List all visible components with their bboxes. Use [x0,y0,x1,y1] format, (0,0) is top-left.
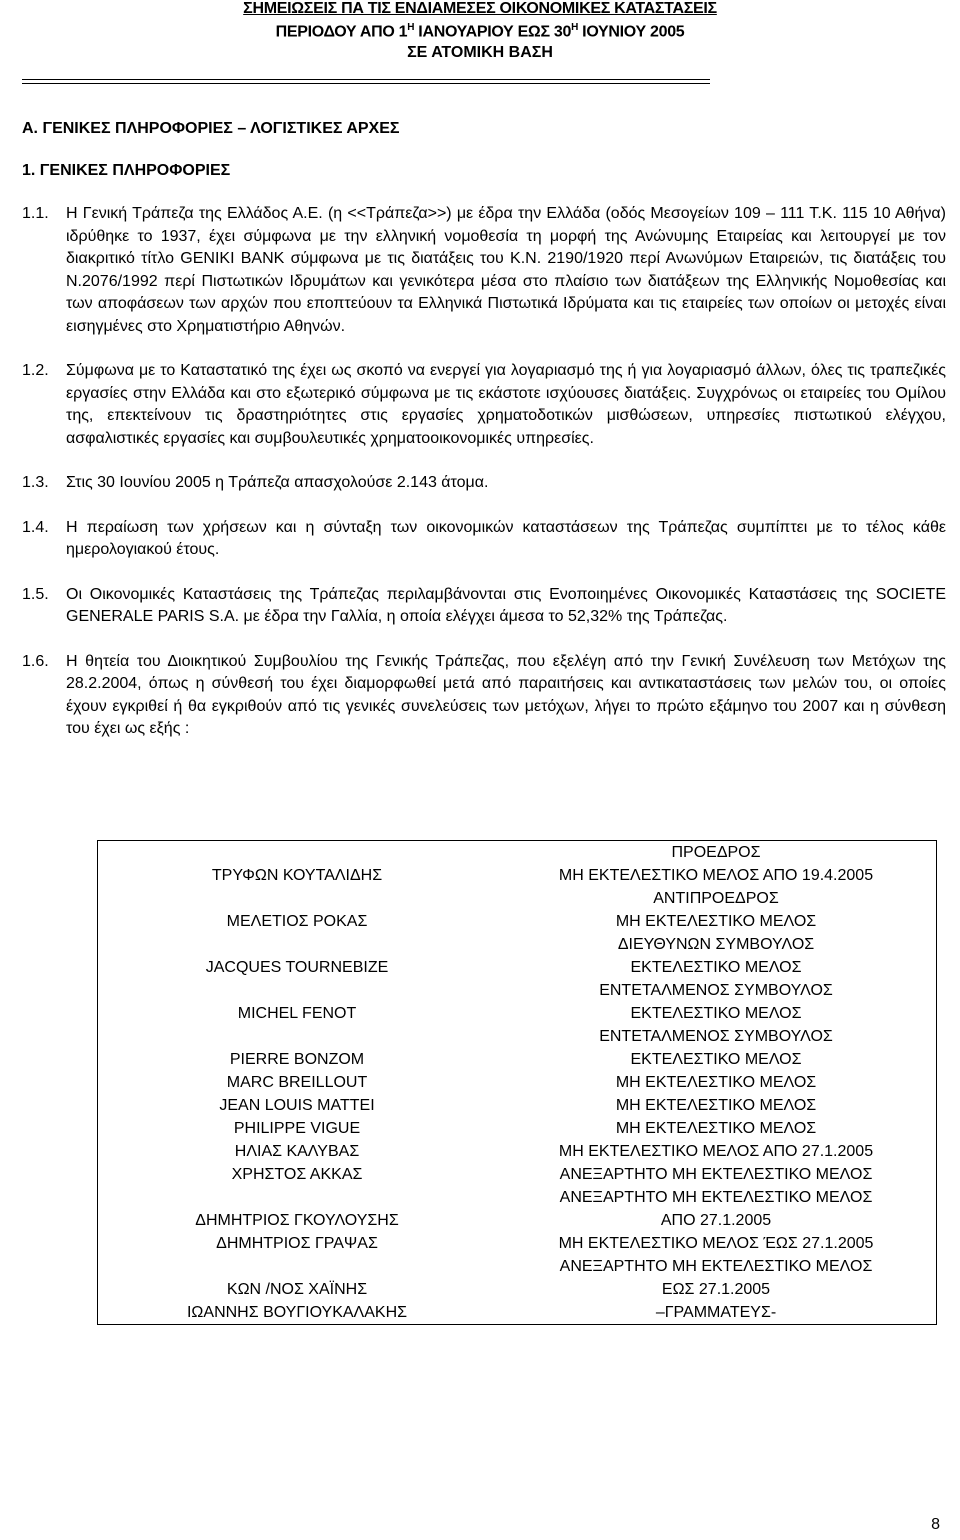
member-role-line-2: ΕΚΤΕΛΕΣΤΙΚΟ ΜΕΛΟΣ [630,1051,802,1068]
member-name: ΔΗΜΗΤΡΙΟΣ ΓΡΑΨΑΣ [216,1235,378,1252]
member-role [496,1071,937,1094]
member-role [496,887,937,933]
paragraph [22,584,946,629]
member-role-line-2: –ΓΡΑΜΜΑΤΕΥΣ- [655,1304,777,1321]
member-name: ΔΗΜΗΤΡΙΟΣ ΓΚΟΥΛΟΥΣΗΣ [195,1212,399,1229]
member-role-line-2: ΜΗ ΕΚΤΕΛΕΣΤΙΚΟ ΜΕΛΟΣ ΑΠΟ 27.1.2005 [558,1143,874,1160]
member-role-line-2: ΜΗ ΕΚΤΕΛΕΣΤΙΚΟ ΜΕΛΟΣ [615,1074,817,1091]
member-name: ΧΡΗΣΤΟΣ ΑΚΚΑΣ [231,1166,363,1183]
board-member-row [98,1140,937,1163]
member-role-line-1: ΑΝΕΞΑΡΤΗΤΟ ΜΗ ΕΚΤΕΛΕΣΤΙΚΟ ΜΕΛΟΣ [559,1189,873,1206]
paragraph-number: 1.2. [22,362,49,379]
member-role-line-1: ΑΝΤΙΠΡΟΕΔΡΟΣ [653,890,779,907]
member-name: ΗΛΙΑΣ ΚΑΛΥΒΑΣ [234,1143,360,1160]
member-role-line-2: ΑΠΟ 27.1.2005 [660,1212,772,1229]
member-role-line-2: ΕΚΤΕΛΕΣΤΙΚΟ ΜΕΛΟΣ [630,959,802,976]
member-role-line-2: ΜΗ ΕΚΤΕΛΕΣΤΙΚΟ ΜΕΛΟΣ [615,1097,817,1114]
section-heading-1: 1. ΓΕΝΙΚΕΣ ΠΛΗΡΟΦΟΡΙΕΣ [22,162,231,179]
paragraph-number: 1.6. [22,652,49,670]
member-role-line-1: ΕΝΤΕΤΑΛΜΕΝΟΣ ΣΥΜΒΟΥΛΟΣ [599,982,833,999]
member-role-line-2: ΑΝΕΞΑΡΤΗΤΟ ΜΗ ΕΚΤΕΛΕΣΤΙΚΟ ΜΕΛΟΣ [559,1166,873,1183]
member-role-line-2: ΕΚΤΕΛΕΣΤΙΚΟ ΜΕΛΟΣ [630,1005,802,1022]
board-member-row [98,1255,937,1301]
board-member-row [98,933,937,979]
member-name: PIERRE BONZOM [229,1051,365,1068]
member-name: ΚΩΝ /ΝΟΣ ΧΑΪΝΗΣ [226,1281,368,1298]
board-member-row [98,887,937,933]
header-basis: ΣΕ ΑΤΟΜΙΚΗ ΒΑΣΗ [407,44,553,62]
member-role [496,1025,937,1071]
paragraph-number: 1.1. [22,205,49,222]
member-name: PHILIPPE VIGUE [233,1120,361,1137]
member-role [496,1301,937,1325]
member-role-line-2: ΕΩΣ 27.1.2005 [661,1281,771,1298]
member-role-line-2: ΜΗ ΕΚΤΕΛΕΣΤΙΚΟ ΜΕΛΟΣ ΈΩΣ 27.1.2005 [558,1235,874,1252]
member-role-line-1: ΔΙΕΥΘΥΝΩΝ ΣΥΜΒΟΥΛΟΣ [617,936,815,953]
paragraph-text: Η θητεία του Διοικητικού Συμβουλίου της Γενικής Τράπεζας, που εξελέγη από την Γενική Συνέλευση των Μετόχων της 28.2.2004, όπως η σύνθεσή του έχει διαμορφωθεί μετά από παραιτήσεις και αντικαταστάσεις των μελών του, οι οποίες έχουν εγκριθεί ή θα εγκριθούν από τις γενικές συνελεύσεις των μετόχων, λήγει το πρώτο εξάμηνο του 2007 και η σύνθεση του έχει ως εξής : [66,652,946,737]
board-member-row [98,1232,937,1255]
document-body [22,118,946,741]
board-member-row [98,1094,937,1117]
board-member-row [98,1186,937,1232]
member-role [496,1232,937,1255]
member-name: JACQUES TOURNEBIZE [205,959,389,976]
member-name: ΜΕΛΕΤΙΟΣ ΡΟΚΑΣ [226,913,368,930]
member-name: ΙΩΑΝΝΗΣ ΒΟΥΓΙΟΥΚΑΛΑΚΗΣ [186,1304,408,1321]
member-role-line-2: ΜΗ ΕΚΤΕΛΕΣΤΙΚΟ ΜΕΛΟΣ ΑΠΟ 19.4.2005 [558,867,874,884]
member-role [496,1186,937,1232]
header-rule-bottom [22,83,710,84]
paragraph [22,360,946,450]
header-title: ΣΗΜΕΙΩΣΕΙΣ ΠΑ ΤΙΣ ΕΝΔΙΑΜΕΣΕΣ ΟΙΚΟΝΟΜΙΚΕΣ ΚΑΤΑΣΤΑΣΕΙΣ [243,0,717,17]
member-name: MICHEL FENOT [237,1005,357,1022]
member-role [496,841,937,888]
member-role [496,1255,937,1301]
member-role [496,979,937,1025]
member-role-line-1: ΕΝΤΕΤΑΛΜΕΝΟΣ ΣΥΜΒΟΥΛΟΣ [599,1028,833,1045]
header-rule-top [22,79,710,80]
board-member-row [98,841,937,888]
paragraph-text: Σύμφωνα με το Καταστατικό της έχει ως σκοπό να ενεργεί για λογαριασμό της ή για λογαριασμό άλλων, όλες τις τραπεζικές εργασίες στην Ελλάδα και στο εξωτερικό σύμφωνα με τις εκάστοτε ισχύουσες διατάξεις. Συγχρόνως οι εταιρείες του Ομίλου της, επεκτείνουν τις δραστηριότητες στις εργασίες χρηματοδοτικών μισθώσεων, υπηρεσίες πιστωτικού ελέγχου, ασφαλιστικές εργασίες και συμβουλευτικές χρηματοοικονομικές υπηρεσίες. [66,362,946,447]
board-member-row [98,1071,937,1094]
board-of-directors-table [97,840,937,1325]
page-number: 8 [931,1516,940,1533]
member-role [496,1094,937,1117]
paragraph [22,517,946,562]
board-member-row [98,1301,937,1325]
member-role-line-2: ΜΗ ΕΚΤΕΛΕΣΤΙΚΟ ΜΕΛΟΣ [615,913,817,930]
member-role-line-2: ΜΗ ΕΚΤΕΛΕΣΤΙΚΟ ΜΕΛΟΣ [615,1120,817,1137]
member-role [496,1117,937,1140]
paragraph [22,651,946,741]
board-member-row [98,1117,937,1140]
member-role [496,1140,937,1163]
member-name: JEAN LOUIS MATTEI [219,1097,375,1114]
paragraph-number: 1.3. [22,474,49,491]
header-period: ΠΕΡΙΟΔΟΥ ΑΠΟ $1^H$ ΙΑΝΟΥΑΡΙΟΥ ΕΩΣ $30^H$ ΙΟΥΝΙΟΥ 2005 [275,22,685,41]
paragraph-text: Οι Οικονομικές Καταστάσεις της Τράπεζας περιλαμβάνονται στις Ενοποιημένες Οικονομικές Καταστάσεις της SOCIETE GENERALE PARIS S.A. με έδρα την Γαλλία, η οποία ελέγχει άμεσα το 52,32% της Τράπεζας. [66,585,946,625]
paragraph [22,203,946,338]
member-name: ΤΡΥΦΩΝ ΚΟΥΤΑΛΙΔΗΣ [211,867,383,884]
member-role [496,933,937,979]
member-name: MARC BREILLOUT [226,1074,368,1091]
document-header [200,0,760,64]
paragraph-text: Η περαίωση των χρήσεων και η σύνταξη των οικονομικών καταστάσεων της Τράπεζας συμπίπτει με το τέλος κάθε ημερολογιακού έτους. [66,518,946,558]
section-heading-a: Α. ΓΕΝΙΚΕΣ ΠΛΗΡΟΦΟΡΙΕΣ – ΛΟΓΙΣΤΙΚΕΣ ΑΡΧΕΣ [22,120,400,137]
paragraph-number: 1.5. [22,585,49,603]
paragraph-text: Στις 30 Ιουνίου 2005 η Τράπεζα απασχολούσε 2.143 άτομα. [66,474,489,491]
board-member-row [98,1163,937,1186]
paragraph-text: Η Γενική Τράπεζα της Ελλάδος Α.Ε. (η <<Τράπεζα>>) με έδρα την Ελλάδα (οδός Μεσογείων 109 – 111 Τ.Κ. 115 10 Αθήνα) ιδρύθηκε το 1937, έχει σύμφωνα με την ελληνική νομοθεσία τη μορφή της Ανώνυμης Εταιρείας και λειτουργεί με τον διακριτικό τίτλο GENIKI BANK σύμφωνα με τις διατάξεις του Κ.Ν. 2190/1920 περί Ανωνύμων Εταιρειών, τις διατάξεις του Ν.2076/1992 περί Πιστωτικών Ιδρυμάτων και γενικότερα μέσα στο πλαίσιο των διατάξεων της Ελληνικής Νομοθεσίας και των αποφάσεων των αρχών που εποπτεύουν τα Ελληνικά Πιστωτικά Ιδρύματα και τις εταιρείες των οποίων οι μετοχές είναι εισηγμένες στο Χρηματιστήριο Αθηνών. [66,205,946,335]
member-role-line-1: ΑΝΕΞΑΡΤΗΤΟ ΜΗ ΕΚΤΕΛΕΣΤΙΚΟ ΜΕΛΟΣ [559,1258,873,1275]
paragraph-number: 1.4. [22,518,49,536]
member-role [496,1163,937,1186]
member-role-line-1: ΠΡΟΕΔΡΟΣ [671,844,761,861]
board-member-row [98,979,937,1025]
board-member-row [98,1025,937,1071]
paragraph [22,472,946,495]
